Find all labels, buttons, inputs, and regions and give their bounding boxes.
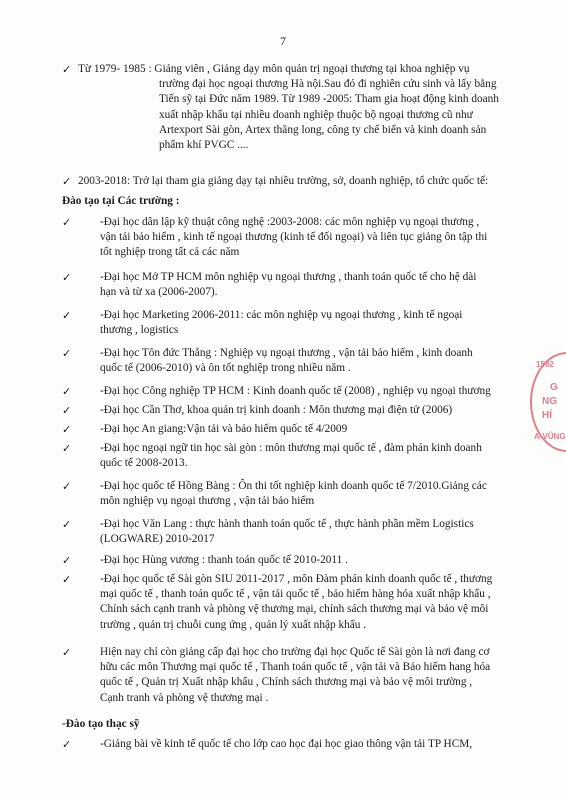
list-item	[100, 517, 474, 547]
text-line: quốc tế , Quản trị Xuất nhập khẩu , Chính sách thương mại và bảo vệ môi trường ,	[100, 676, 473, 689]
text-line: Chính sách cạnh tranh và phòng vệ thương mại, chính sách thương mại và bảo vệ môi	[100, 603, 489, 616]
career-entry-2	[78, 174, 558, 189]
text-line: hạn và từ xa (2006-2007).	[100, 286, 218, 299]
text-line: trường đại học ngoại thương Hà nội.Sau đó đi nghiên cứu sinh và lấy bằng	[159, 78, 497, 91]
list-item	[100, 270, 476, 300]
list-item	[100, 403, 452, 418]
check-mark-icon: ✓	[62, 309, 72, 322]
list-item	[100, 645, 490, 706]
check-mark-icon: ✓	[62, 518, 72, 531]
text-line: -Đại học Hùng vương : thanh toán quốc tế 2010-2011 .	[100, 554, 348, 566]
text-line: Hiện nay chỉ còn giảng cấp đại học cho trường đại học Quốc tế Sài gòn là nơi đang cơ	[100, 646, 490, 658]
list-item	[100, 384, 491, 399]
list-item	[100, 346, 473, 376]
list-item	[100, 308, 462, 338]
text-line: -Đại học Tôn đức Thắng : Nghiệp vụ ngoại thương , vận tải bảo hiểm , kinh doanh	[100, 347, 473, 359]
text-line: -Đại học quốc tế Sài gòn SIU 2011-2017 , môn Đàm phán kinh doanh quốc tế , thương	[100, 573, 493, 585]
text-line: môn nghiệp vụ ngoại thương , vận tải bảo hiểm	[100, 495, 315, 508]
list-item	[100, 479, 487, 509]
text-line: (LOGWARE) 2010-2017	[100, 533, 215, 546]
undergrad-heading: Đào tạo tại Các trường :	[62, 195, 180, 207]
text-line: Từ 1979- 1985 : Giảng viên , Giảng dạy môn quản trị ngoại thương tại khoa nghiệp vụ	[78, 63, 470, 75]
text-line: quốc tế (2006-2010) và ôn tốt nghiệp trong nhiều năm .	[100, 362, 351, 375]
text-line: phẩm khí PVGC ....	[159, 139, 249, 152]
check-mark-icon: ✓	[62, 442, 72, 455]
list-item	[100, 422, 347, 437]
text-line: -Đại học Marketing 2006-2011: các môn nghiệp vụ ngoại thương , kinh tế ngoại	[100, 309, 463, 321]
list-item	[100, 215, 487, 261]
master-heading: -Đào tạo thạc sỹ	[62, 718, 140, 730]
list-item	[100, 441, 482, 471]
check-mark-icon: ✓	[62, 347, 72, 360]
check-mark-icon: ✓	[62, 271, 72, 284]
check-mark-icon: ✓	[62, 554, 72, 567]
text-line: -Đại học Mở TP HCM môn nghiệp vụ ngoại thương , thanh toán quốc tế cho hệ dài	[100, 271, 477, 283]
text-line: 2003-2018: Trở lại tham gia giảng dạy tại nhiều trường, sở, doanh nghiệp, tổ chức quốc tế:	[78, 175, 489, 187]
text-line: quốc tế 2008-2013.	[100, 457, 188, 470]
stamp-letter: NG	[542, 396, 557, 407]
text-line: trường , quản trị chuỗi cung ứng , quản lý xuất nhập khẩu .	[100, 618, 367, 631]
text-line: Tiến sỹ tại Đức năm 1989. Từ 1989 -2005: Tham gia hoạt động kinh doanh	[159, 93, 499, 106]
check-mark-icon: ✓	[62, 423, 72, 436]
official-stamp	[530, 352, 566, 452]
text-line: vận tải bảo hiểm , kinh tế ngoại thương (kinh tế đối ngoại) và liên tục giảng ôn tập thi	[100, 231, 488, 244]
text-line: -Đại học quốc tế Hồng Bàng : Ôn thi tốt nghiệp kinh doanh quốc tế 7/2010.Giảng các	[100, 480, 487, 492]
text-line: -Đại học ngoại ngữ tin học sài gòn : môn thương mại quốc tế , đàm phán kinh doanh	[100, 442, 482, 454]
list-item	[100, 572, 492, 633]
text-line: -Đại học Công nghiệp TP HCM : Kinh doanh quốc tế (2008) , nghiệp vụ ngoại thương	[100, 385, 491, 397]
check-mark-icon: ✓	[62, 216, 72, 229]
text-line: Artexport Sài gòn, Artex thăng long, công ty chế biến và kinh doanh sản	[159, 123, 487, 136]
stamp-letter: G	[550, 382, 558, 393]
text-line: -Đại học Văn Lang : thực hành thanh toán quốc tế , thực hành phần mềm Logistics	[100, 518, 474, 530]
text-line: -Đại học dân lập kỹ thuật công nghệ :2003-2008: các môn nghiệp vụ ngoại thương ,	[100, 216, 480, 228]
check-mark-icon: ✓	[62, 404, 72, 417]
page-number: 7	[280, 34, 286, 48]
text-line: hữu các môn Thương mại quốc tế , Thanh toán quốc tế , vận tải và Bảo hiểm hang hóa	[100, 661, 491, 674]
text-line: xuất nhập khẩu tại nhiều doanh nghiệp thuộc bộ ngoại thương cũ như	[159, 108, 473, 121]
stamp-text-bottom: A-VŨNG	[534, 432, 566, 441]
text-line: tốt nghiệp trong tất cả các năm	[100, 246, 240, 259]
stamp-text-top: 1592	[536, 360, 554, 369]
check-mark-icon: ✓	[62, 385, 72, 398]
career-entry-1	[78, 62, 558, 153]
check-mark-icon: ✓	[62, 63, 72, 76]
check-mark-icon: ✓	[62, 175, 72, 188]
text-line: thương , logistics	[100, 324, 179, 337]
text-line: -Đại học Cần Thơ, khoa quản trị kinh doanh : Môn thương mại điện tử (2006)	[100, 404, 453, 416]
check-mark-icon: ✓	[62, 738, 72, 751]
text-line: -Giảng bài về kinh tế quốc tế cho lớp cao học đại học giao thông vận tải TP HCM,	[100, 738, 473, 750]
text-line: -Đại học An giang:Vận tải và bảo hiểm quốc tế 4/2009	[100, 423, 348, 435]
text-line: Cạnh tranh và phòng vệ thương mại .	[100, 691, 269, 704]
text-line: mại quốc tế , thanh toán quốc tế , vận tải quốc tế , bảo hiểm hàng hóa xuất nhập khẩu ,	[100, 588, 491, 601]
check-mark-icon: ✓	[62, 480, 72, 493]
check-mark-icon: ✓	[62, 573, 72, 586]
list-item	[100, 553, 348, 568]
stamp-letter: HÍ	[542, 410, 552, 421]
check-mark-icon: ✓	[62, 646, 72, 659]
list-item	[100, 737, 472, 752]
